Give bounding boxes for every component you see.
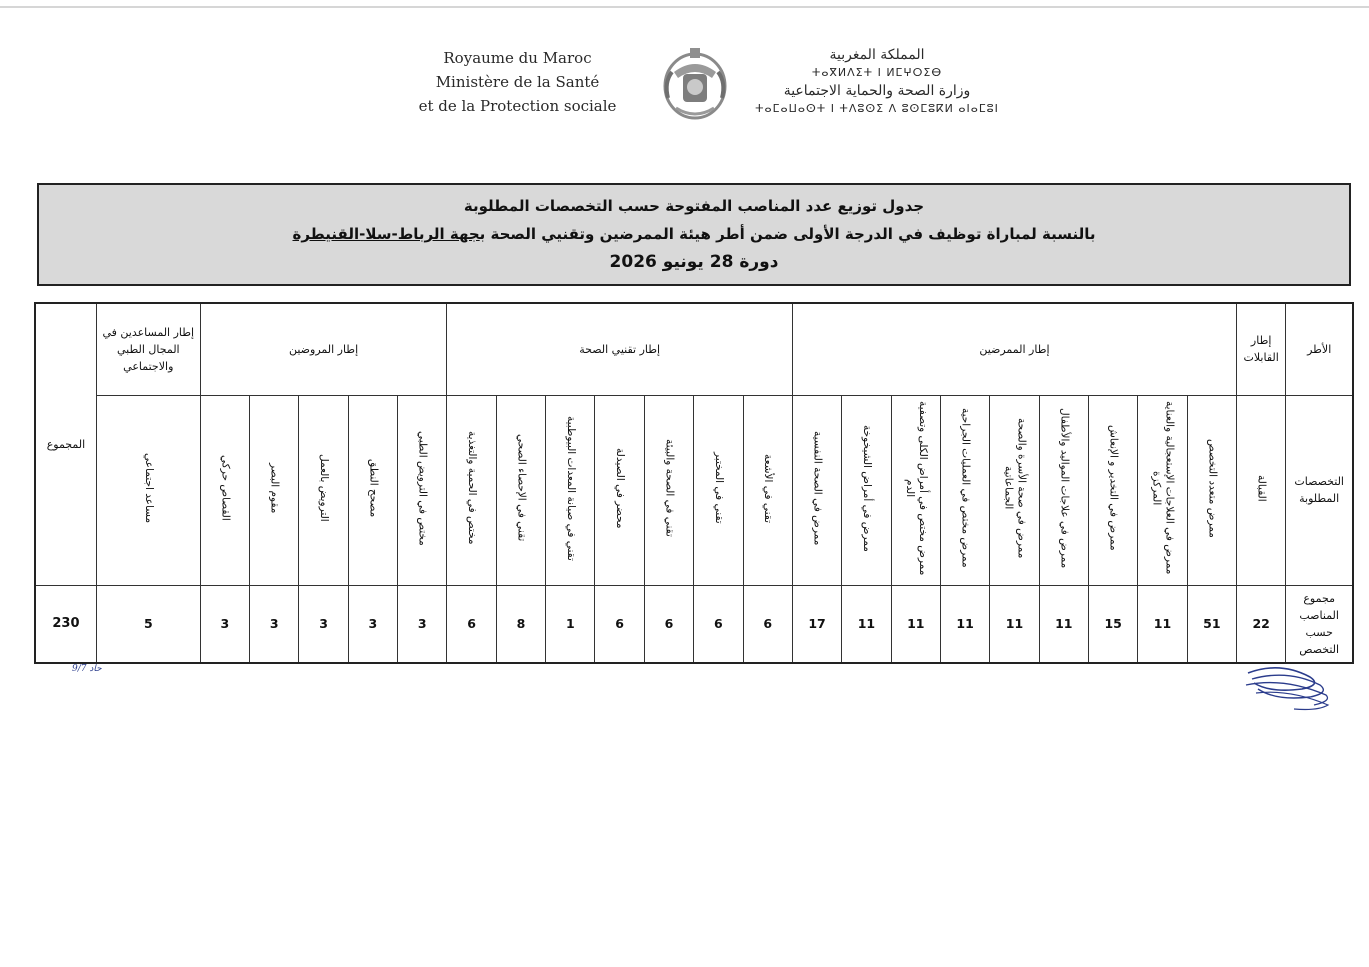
specialty-header-cell [644,395,693,585]
posts-cell: 8 [496,585,545,663]
posts-cell: 3 [299,585,348,663]
table-specialty-row [35,395,1353,585]
header-fr-ministry-2: et de la Protection sociale [418,97,617,115]
specialty-name: ممرض في العلاجات الإستعجالية والعناية المركزة [1150,401,1176,575]
specialty-name: مساعد اجتماعي [142,452,155,524]
specialty-header-cell [1138,395,1187,585]
posts-cell: 11 [842,585,891,663]
specialty-name: تقني في الأشعة [762,453,775,523]
group-header-4: إطار المساعدين في المجال الطبي والاجتماعي [96,303,200,395]
specialty-header-cell [96,395,200,585]
posts-cell: 5 [96,585,200,663]
header-ar-kingdom: المملكة المغربية [829,47,925,63]
table-posts-row [35,585,1353,663]
group-header-1: إطار الممرضين [792,303,1236,395]
header-fr-kingdom: Royaume du Maroc [443,49,592,67]
posts-cell: 6 [694,585,743,663]
specialty-header-cell [595,395,644,585]
top-rule [0,6,1369,8]
header-ar-ministry: وزارة الصحة والحماية الاجتماعية [783,83,971,99]
specialty-name: تقني في المختبر [712,452,725,524]
posts-cell: 11 [990,585,1039,663]
specialty-header-cell [940,395,989,585]
specialty-header-cell [842,395,891,585]
title-line-1: جدول توزيع عدد المناصب المفتوحة حسب التخصصات المطلوبة [463,197,925,215]
kingdom-emblem-icon [654,42,736,124]
specialty-header-cell [398,395,447,585]
table-group-row [35,303,1353,395]
distribution-table [34,302,1354,664]
posts-cell: 17 [792,585,841,663]
specialty-name: القبالة [1255,474,1268,502]
specialty-name: ممرض في صحة الأسرة والصحة الجماعاتية [1002,417,1028,559]
specialty-name: ممرض في التخدير و الإنعاش [1107,425,1120,551]
specialty-header-cell [1187,395,1236,585]
total-header-cell: المجموع [35,303,96,585]
specialty-header-cell [447,395,496,585]
specialty-header-cell [348,395,397,585]
title-box [37,183,1351,286]
specialty-header-cell [1237,395,1286,585]
posts-cell: 6 [447,585,496,663]
specialty-header-cell [546,395,595,585]
specialty-name: تقني في الصحة والبيئة [663,439,676,537]
specialty-name: القصاص حركي [219,455,232,521]
specialty-name: مختص في الترويض الطبي [416,430,429,546]
specialty-name: ممرض مختص في أمراض الكلى وتصفية الدم [903,400,929,576]
posts-cell: 51 [1187,585,1236,663]
title-line-2-prefix: بالنسبة لمباراة توظيف في الدرجة الأولى ضمن أطر هيئة الممرضين وتقنيي الصحة ب [479,225,1096,243]
specialty-name: مصحح النطق [367,458,380,518]
specialty-header-cell [1039,395,1088,585]
posts-cell: 11 [1138,585,1187,663]
posts-cell: 3 [200,585,249,663]
header-arabic [752,46,1002,118]
specialty-header-cell [694,395,743,585]
posts-cell: 11 [940,585,989,663]
totals-row-label-cell: مجموع المناصب حسب التخصص [1286,585,1353,663]
signature-mark [1240,655,1335,715]
posts-cell: 6 [595,585,644,663]
corner-label-cell: الأطر [1286,303,1353,395]
specialty-name: ممرض مختص في العمليات الجراحية [959,408,972,568]
header-french [400,46,635,118]
specialty-name: ممرض في علاجات المواليد والأطفال [1058,407,1071,569]
posts-cell: 11 [891,585,940,663]
posts-cell: 6 [644,585,693,663]
specialties-label-cell: التخصصات المطلوبة [1286,395,1353,585]
title-region: جهة الرباط-سلا-القنيطرة [292,225,480,243]
specialty-header-cell [200,395,249,585]
specialty-header-cell [990,395,1039,585]
specialty-name: محضر في الصيدلة [614,447,627,529]
specialty-name: ممرض متعدد التخصص [1206,438,1219,538]
specialty-name: تقني في صيانة المعدات البيوطبية [564,415,577,561]
specialty-name: ممرض في أمراض الشيخوخة [860,424,873,552]
specialty-header-cell [1088,395,1137,585]
specialty-name: ممرض في الصحة النفسية [811,430,824,546]
posts-cell: 6 [743,585,792,663]
specialty-header-cell [250,395,299,585]
header-fr-ministry: Ministère de la Santé [435,73,600,91]
group-header-3: إطار المروضين [200,303,447,395]
posts-cell: 11 [1039,585,1088,663]
posts-cell: 3 [348,585,397,663]
specialty-header-cell [496,395,545,585]
specialty-name: مختص في الحمية والتغذية [466,431,479,545]
title-line-2 [39,225,1349,243]
specialty-header-cell [743,395,792,585]
specialty-header-cell [792,395,841,585]
posts-cell: 1 [546,585,595,663]
posts-cell: 22 [1237,585,1286,663]
posts-cell: 15 [1088,585,1137,663]
header-tifinagh-kingdom: ⵜⴰⴳⵍⴷⵉⵜ ⵏ ⵍⵎⵖⵔⵉⴱ [811,66,943,79]
specialty-name: مقوم البصر [268,462,281,514]
posts-cell: 3 [250,585,299,663]
group-header-2: إطار تقنيي الصحة [447,303,792,395]
group-header-0: إطار القابلات [1237,303,1286,395]
posts-cell: 3 [398,585,447,663]
specialty-header-cell [891,395,940,585]
specialty-name: تقني في الإحصاء الصحي [515,434,528,542]
title-session: دورة 28 يونيو 2026 [609,252,779,272]
specialty-header-cell [299,395,348,585]
specialty-name: الترويض بالعمل [318,454,331,522]
handwritten-initials: 9/7 حاد [72,664,102,674]
grand-total-cell: 230 [35,585,96,663]
header-tifinagh-ministry: ⵜⴰⵎⴰⵡⴰⵙⵜ ⵏ ⵜⴷⵓⵙⵉ ⴷ ⵓⵙⵎⵓⴽⵍ ⴰⵏⴰⵎⵓⵏ [755,102,999,115]
